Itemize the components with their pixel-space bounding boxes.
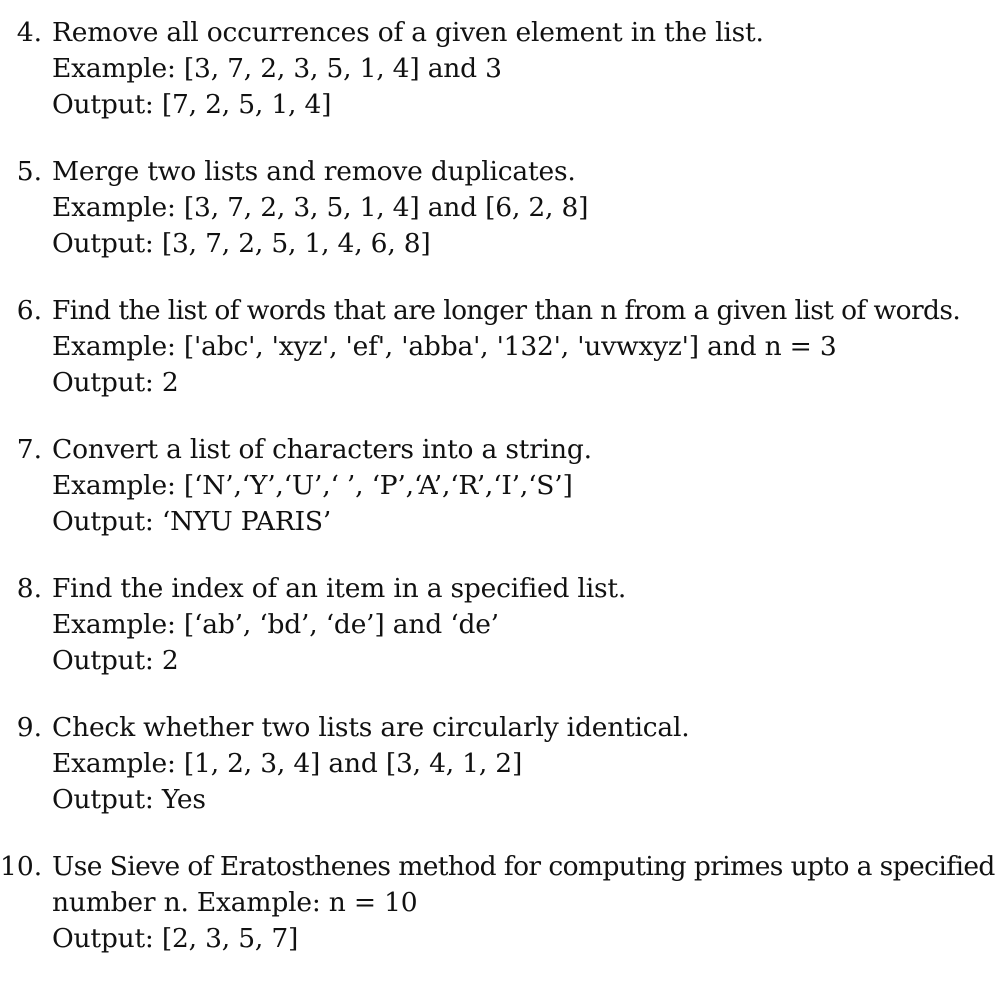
problem-number: 10. xyxy=(0,851,43,882)
problem-example: Example: ['abc', 'xyz', 'ef', 'abba', '132', 'uvwxyz'] and n = 3 xyxy=(52,331,837,362)
problem-statement: Find the list of words that are longer than n from a given list of words. xyxy=(52,295,961,326)
problem-example: Example: [‘ab’, ‘bd’, ‘de’] and ‘de’ xyxy=(52,609,499,640)
problem-example: Example: [3, 7, 2, 3, 5, 1, 4] and [6, 2, 8] xyxy=(52,192,589,223)
problem-output: Output: ‘NYU PARIS’ xyxy=(52,506,332,537)
problem-output: Output: 2 xyxy=(52,645,179,676)
problem-output: Output: 2 xyxy=(52,367,179,398)
problem-example: Example: [1, 2, 3, 4] and [3, 4, 1, 2] xyxy=(52,748,523,779)
problem-example: Example: [‘N’,‘Y’,‘U’,‘ ’, ‘P’,‘A’,‘R’,‘I’,‘S’] xyxy=(52,470,573,501)
problem-number: 5. xyxy=(16,156,42,187)
problem-statement: Merge two lists and remove duplicates. xyxy=(52,156,576,187)
problem-output: Output: [2, 3, 5, 7] xyxy=(52,923,299,954)
problem-statement: Use Sieve of Eratosthenes method for computing primes upto a specified xyxy=(52,851,995,882)
problem-number: 6. xyxy=(16,295,42,326)
problem-output: Output: [3, 7, 2, 5, 1, 4, 6, 8] xyxy=(52,228,431,259)
problem-example: number n. Example: n = 10 xyxy=(52,887,418,918)
problem-output: Output: Yes xyxy=(52,784,206,815)
problem-statement: Find the index of an item in a specified list. xyxy=(52,573,627,604)
problem-statement: Convert a list of characters into a string. xyxy=(52,434,592,465)
problem-number: 8. xyxy=(16,573,42,604)
problem-number: 7. xyxy=(16,434,42,465)
problem-statement: Check whether two lists are circularly identical. xyxy=(52,712,690,743)
problem-number: 4. xyxy=(16,17,42,48)
problem-number: 9. xyxy=(16,712,42,743)
problem-output: Output: [7, 2, 5, 1, 4] xyxy=(52,89,332,120)
problem-example: Example: [3, 7, 2, 3, 5, 1, 4] and 3 xyxy=(52,53,502,84)
problem-statement: Remove all occurrences of a given element in the list. xyxy=(52,17,764,48)
